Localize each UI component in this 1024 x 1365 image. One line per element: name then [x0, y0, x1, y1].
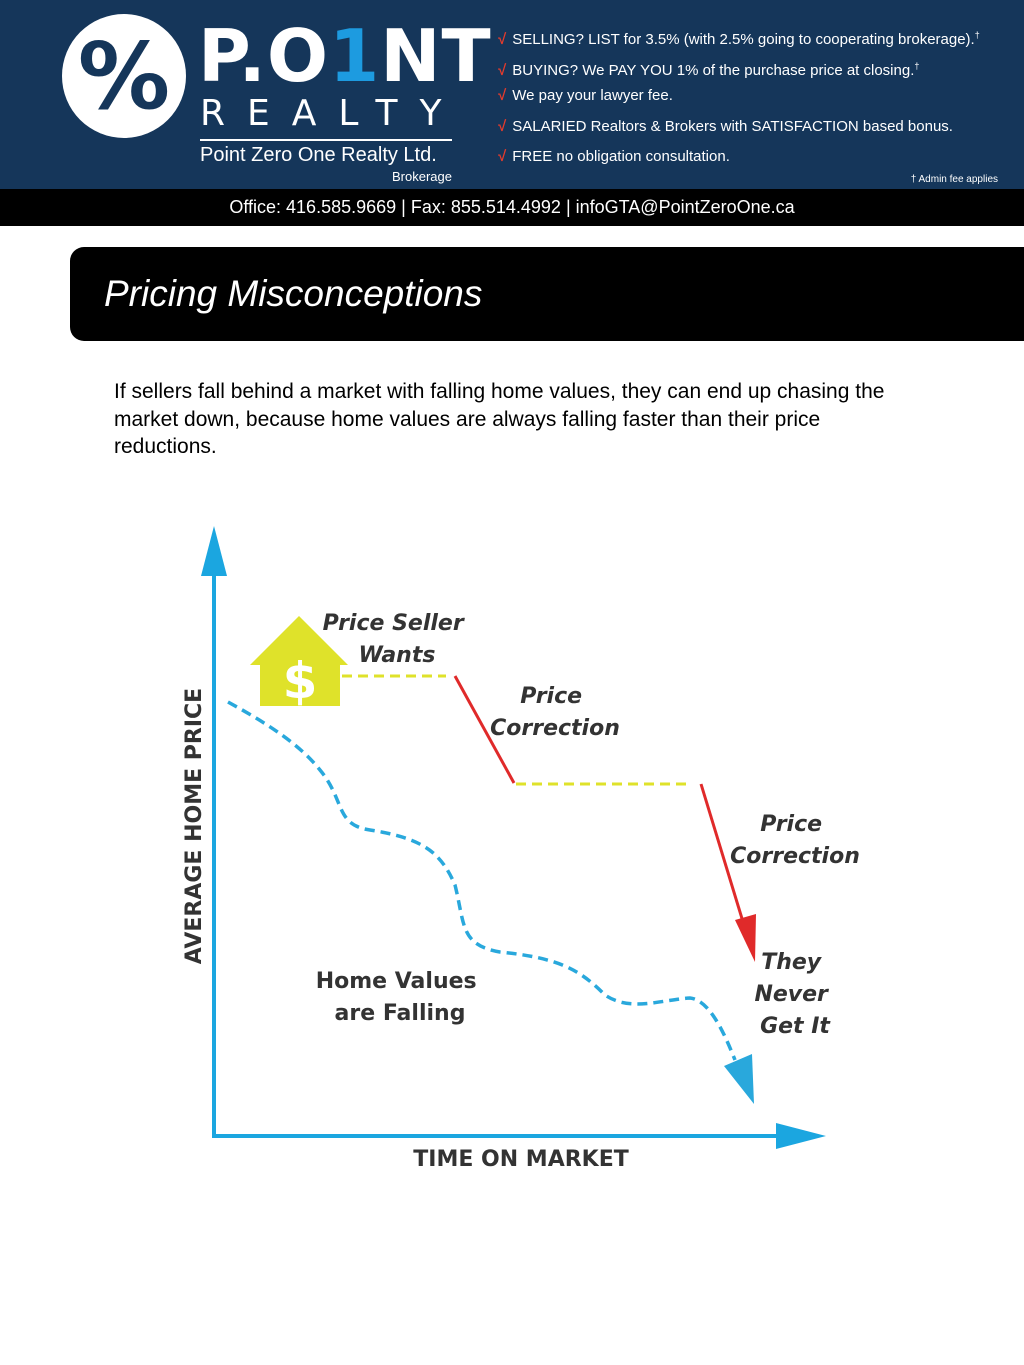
price-correction-label-1: Price Correction	[490, 684, 620, 741]
feature-text: SELLING? LIST for 3.5% (with 2.5% going to cooperating brokerage).	[512, 31, 975, 48]
brand-suffix: NT	[380, 14, 492, 98]
home-values-line	[228, 702, 735, 1060]
y-axis-label: AVERAGE HOME PRICE	[182, 687, 207, 965]
checkmark-icon: √	[498, 61, 507, 79]
brokerage-label: Brokerage	[392, 169, 452, 184]
intro-line: market down, because home values are always falling faster than their price reductions.	[114, 407, 821, 458]
feature-text: FREE no obligation consultation.	[512, 148, 730, 165]
checkmark-icon: √	[498, 31, 507, 48]
brand-prefix: P.O	[198, 14, 330, 98]
company-name: Point Zero One Realty Ltd.	[200, 144, 437, 166]
y-axis-arrow-icon	[201, 526, 227, 576]
brand-accent: 1	[329, 14, 381, 98]
dagger-mark: †	[974, 30, 980, 40]
checkmark-icon: √	[498, 148, 507, 165]
svg-text:$: $	[282, 652, 318, 710]
blue-arrowhead-icon	[724, 1054, 754, 1104]
feature-text: BUYING? We PAY YOU 1% of the purchase price at closing.	[512, 61, 915, 79]
checkmark-icon: √	[498, 117, 507, 135]
x-axis-label: TIME ON MARKET	[413, 1147, 629, 1172]
section-title: Pricing Misconceptions	[104, 273, 483, 314]
admin-fee-note: † Admin fee applies	[910, 174, 998, 185]
checkmark-icon: √	[498, 87, 507, 104]
price-seller-wants-label: Price Seller Wants	[322, 611, 464, 668]
red-arrowhead-icon	[735, 914, 756, 962]
dagger-mark: †	[914, 60, 920, 71]
feature-text: We pay your lawyer fee.	[512, 87, 673, 104]
they-never-get-it-label: They Never Get It	[754, 950, 830, 1039]
home-values-falling-label: Home Values are Falling	[315, 969, 477, 1026]
x-axis-arrow-icon	[776, 1123, 826, 1149]
contact-bar: Office: 416.585.9669 | Fax: 855.514.4992 | infoGTA@PointZeroOne.ca	[0, 189, 1024, 226]
intro-line: If sellers fall behind a market with falling home values, they can end up chasing the	[114, 380, 885, 403]
feature-text: SALARIED Realtors & Brokers with SATISFACTION based bonus.	[512, 117, 953, 135]
brand-realty: REALTY	[200, 93, 464, 134]
price-correction-label-2: Price Correction	[730, 812, 860, 869]
svg-text:%: %	[77, 23, 171, 130]
